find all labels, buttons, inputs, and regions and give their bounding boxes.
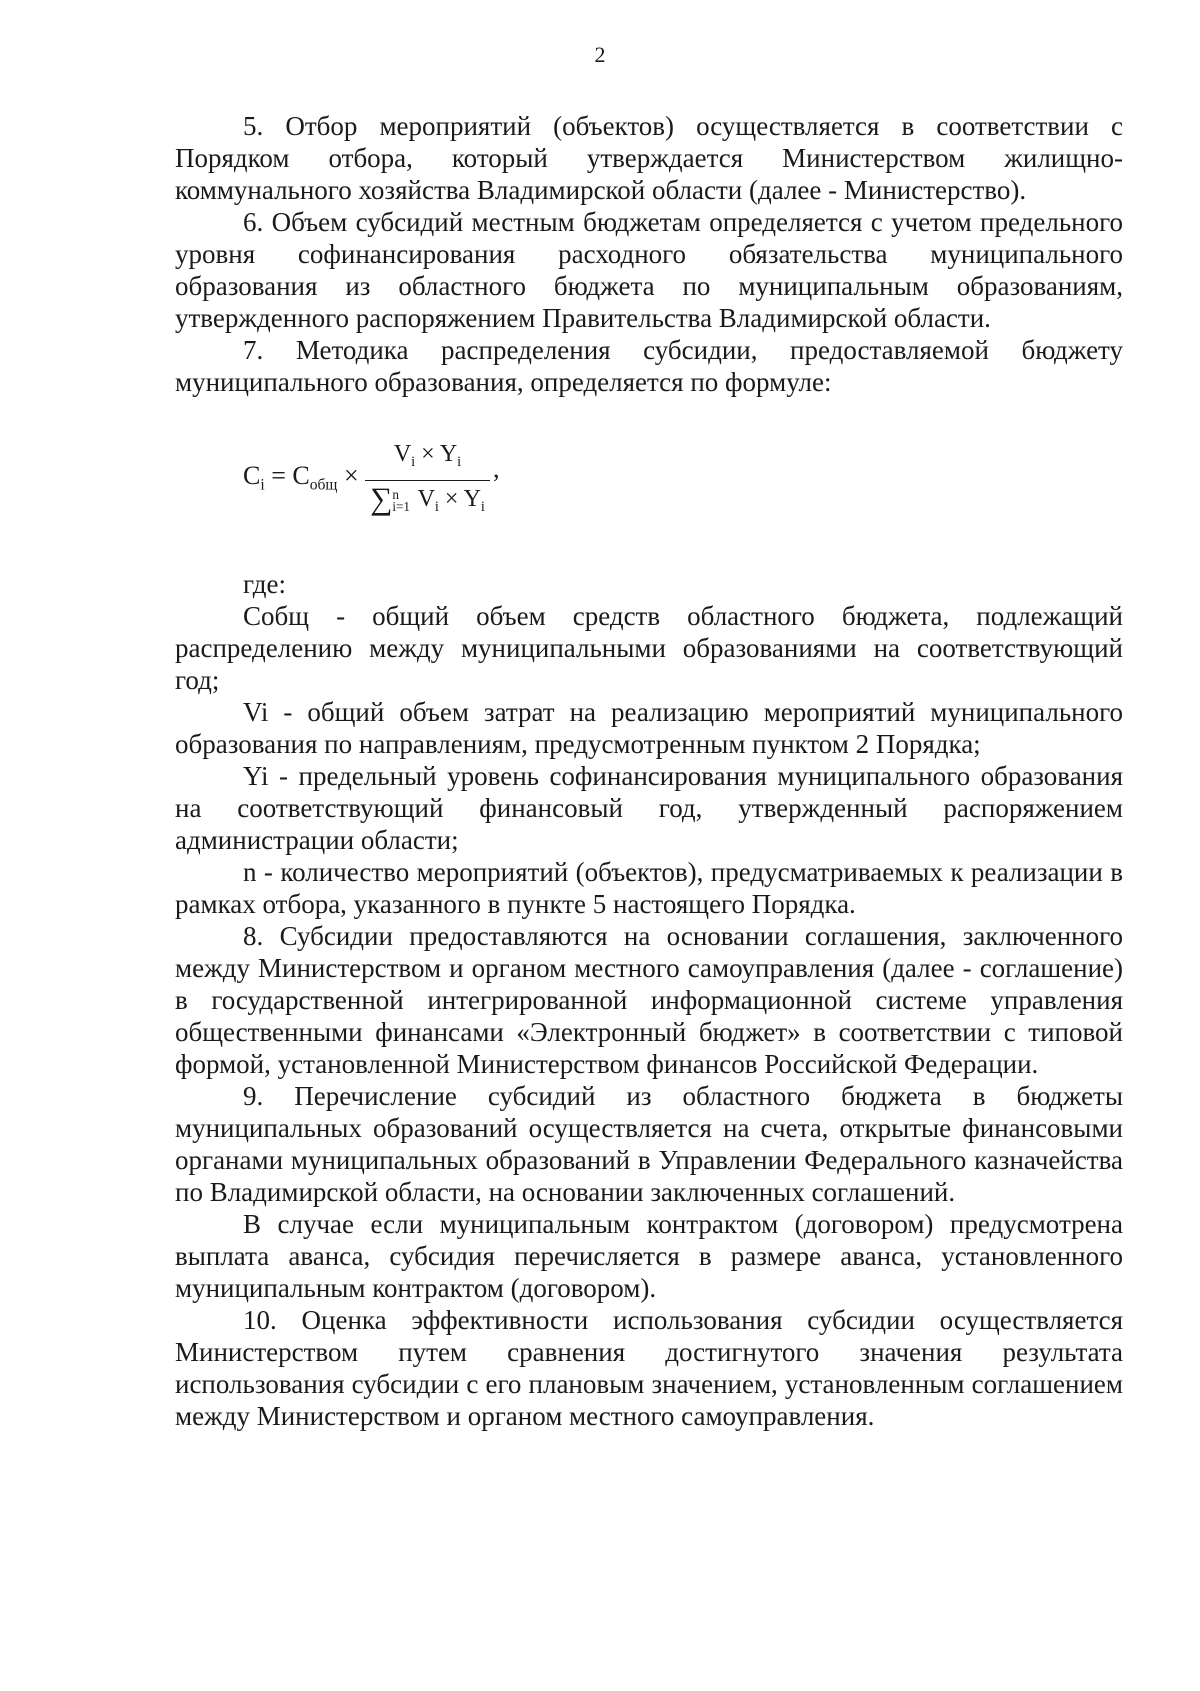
definition-y: Yi - предельный уровень софинансирования муниципального образования на соответствующий финансовый год, утвержденный распоряжением администрации области;	[175, 761, 1123, 855]
page-number: 2	[594, 42, 606, 67]
paragraph-8: 8. Субсидии предоставляются на основании соглашения, заключенного между Министерством и органом местного самоуправления (далее - соглашение) в государственной интегрированной информационной системе управления общественными финансами «Электронный бюджет» в соответствии с типовой формой, установленной Министерством финансов Российской Федерации.	[175, 921, 1123, 1079]
paragraph-6: 6. Объем субсидий местным бюджетам определяется с учетом предельного уровня софинансирования расходного обязательства муниципального образования из областного бюджета по муниципальным образованиям, утвержденного распоряжением Правительства Владимирской области.	[175, 207, 1123, 333]
paragraph-7: 7. Методика распределения субсидии, предоставляемой бюджету муниципального образования, определяется по формуле:	[175, 335, 1123, 397]
document-body	[175, 110, 1123, 1432]
formula-comma: ,	[493, 454, 500, 483]
definition-n: n - количество мероприятий (объектов), предусматриваемых к реализации в рамках отбора, указанного в пункте 5 настоящего Порядка.	[175, 857, 1123, 919]
paragraph-10: 10. Оценка эффективности использования субсидии осуществляется Министерством путем сравнения достигнутого значения результата использования субсидии с его плановым значением, установленным соглашением между Министерством и органом местного самоуправления.	[175, 1305, 1123, 1431]
definition-v: Vi - общий объем затрат на реализацию мероприятий муниципального образования по направлениям, предусмотренным пунктом 2 Порядка;	[175, 697, 1123, 759]
paragraph-9-advance: В случае если муниципальным контрактом (договором) предусмотрена выплата аванса, субсидия перечисляется в размере аванса, установленного муниципальным контрактом (договором).	[175, 1209, 1123, 1303]
formula-lhs: $C_i = C_{общ}$ ×	[243, 461, 359, 494]
paragraph-9: 9. Перечисление субсидий из областного бюджета в бюджеты муниципальных образований осуществляется на счета, открытые финансовыми органами муниципальных образований в Управлении Федерального казначейства по Владимирской области, на основании заключенных соглашений.	[175, 1081, 1123, 1207]
distribution-formula	[175, 398, 1123, 568]
formula-numerator: $V_i \times Y_i$	[365, 438, 490, 481]
formula-fraction	[365, 438, 490, 523]
definition-c-total: Cобщ - общий объем средств областного бюджета, подлежащий распределению между муниципальными образованиями на соответствующий год;	[175, 601, 1123, 695]
where-label: где:	[243, 569, 286, 599]
paragraph-5: 5. Отбор мероприятий (объектов) осуществляется в соответствии с Порядком отбора, который утверждается Министерством жилищно-коммунального хозяйства Владимирской области (далее - Министерство).	[175, 111, 1123, 205]
formula-denominator: ∑ n i=1 $V_i \times Y_i$	[370, 481, 485, 517]
